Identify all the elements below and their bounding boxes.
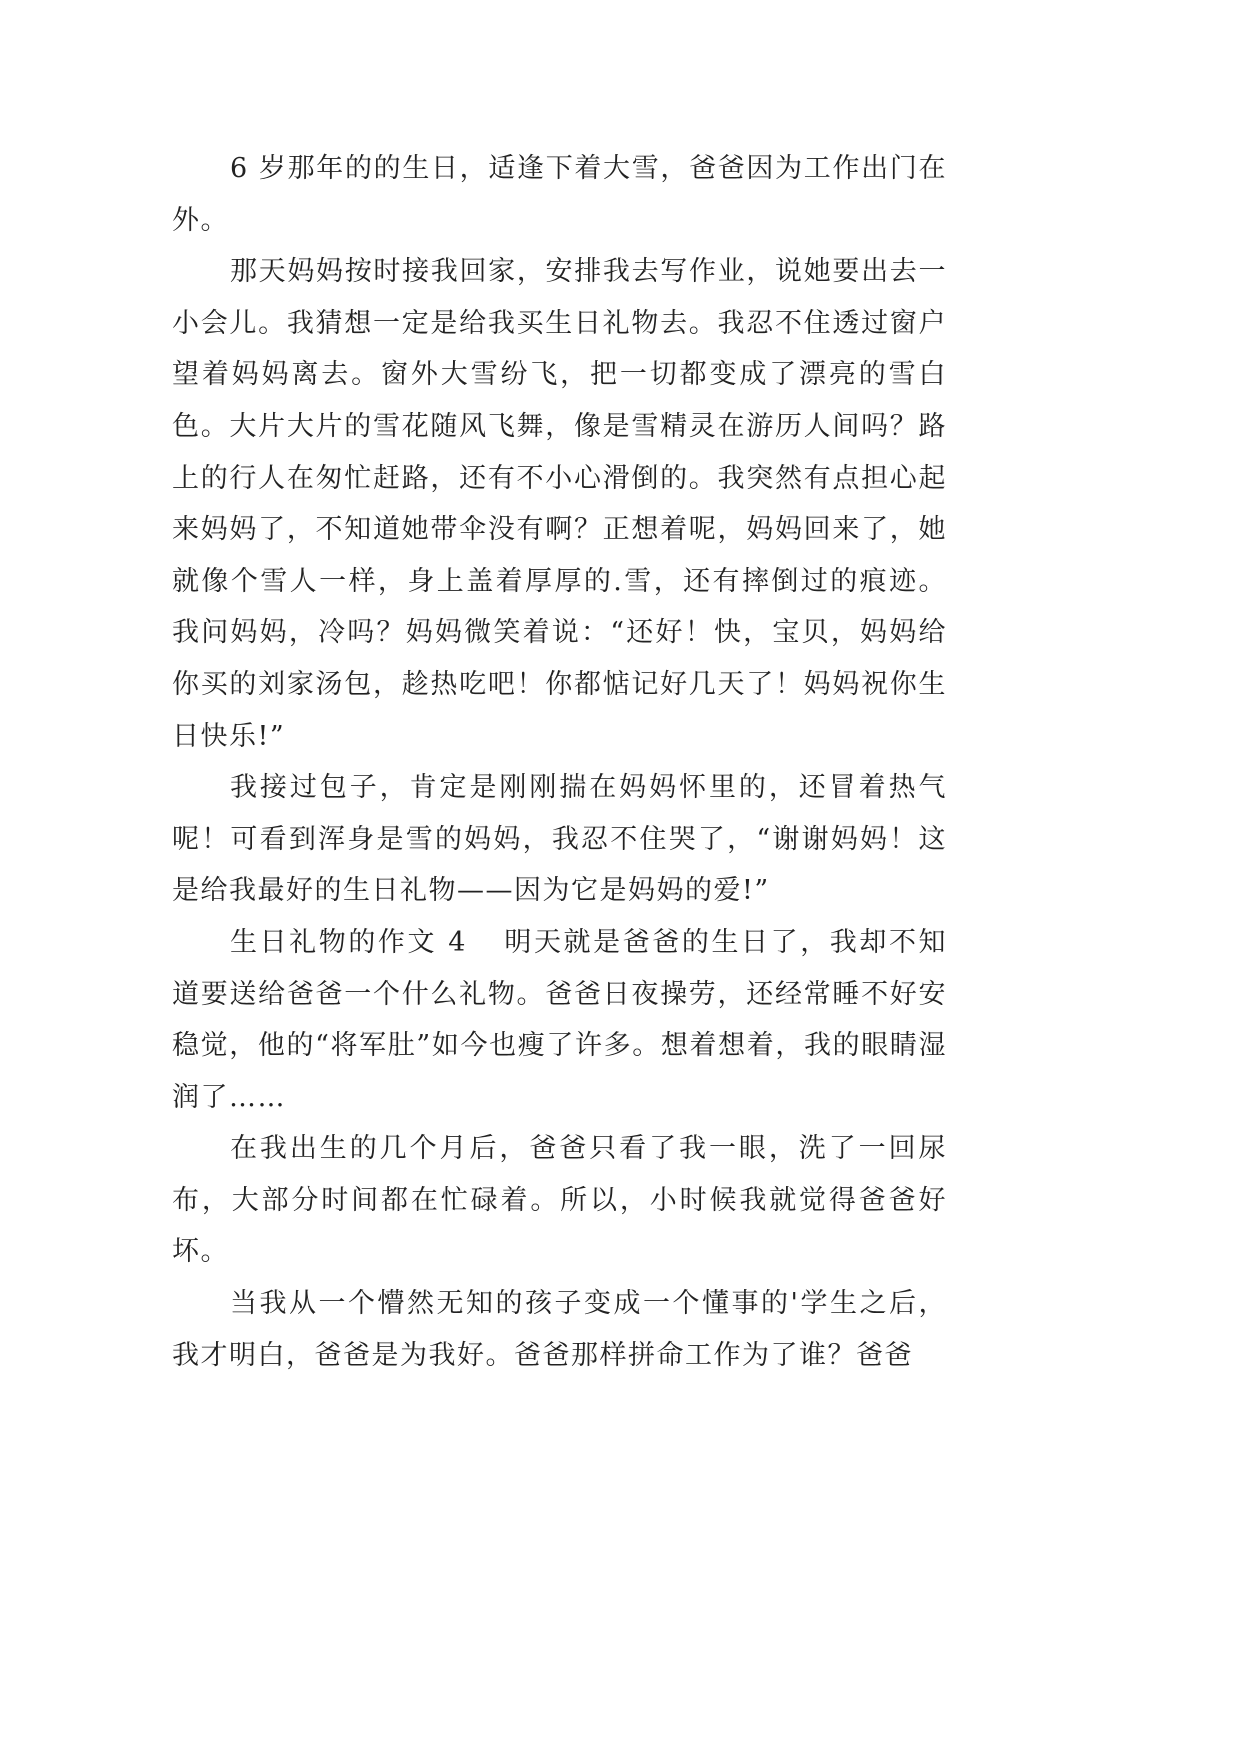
paragraph: 6 岁那年的的生日，适逢下着大雪，爸爸因为工作出门在外。 [172,153,947,236]
paragraph: 当我从一个懵然无知的孩子变成一个懂事的'学生之后，我才明白，爸爸是为我好。爸爸那样拼命工作为了谁？爸爸 [172,1288,947,1371]
paragraph: 那天妈妈按时接我回家，安排我去写作业，说她要出去一小会儿。我猜想一定是给我买生日礼物去。我忍不住透过窗户望着妈妈离去。窗外大雪纷飞，把一切都变成了漂亮的雪白色。大片大片的雪花随风飞舞，像是雪精灵在游历人间吗？路上的行人在匆忙赶路，还有不小心滑倒的。我突然有点担心起来妈妈了，不知道她带伞没有啊？正想着呢，妈妈回来了，她就像个雪人一样，身上盖着厚厚的.雪，还有摔倒过的痕迹。我问妈妈，冷吗？妈妈微笑着说：“还好！快，宝贝，妈妈给你买的刘家汤包，趁热吃吧！你都惦记好几天了！妈妈祝你生日快乐!” [172,256,947,752]
paragraph: 我接过包子，肯定是刚刚揣在妈妈怀里的，还冒着热气呢！可看到浑身是雪的妈妈，我忍不住哭了，“谢谢妈妈！这是给我最好的生日礼物——因为它是妈妈的爱!” [172,772,947,907]
paragraph: 生日礼物的作文 4 明天就是爸爸的生日了，我却不知道要送给爸爸一个什么礼物。爸爸日夜操劳，还经常睡不好安稳觉，他的“将军肚”如今也瘦了许多。想着想着，我的眼睛湿润了…… [172,926,948,1113]
document-body [172,143,947,1381]
paragraph: 在我出生的几个月后，爸爸只看了我一眼，洗了一回尿布，大部分时间都在忙碌着。所以，小时候我就觉得爸爸好坏。 [172,1133,947,1268]
